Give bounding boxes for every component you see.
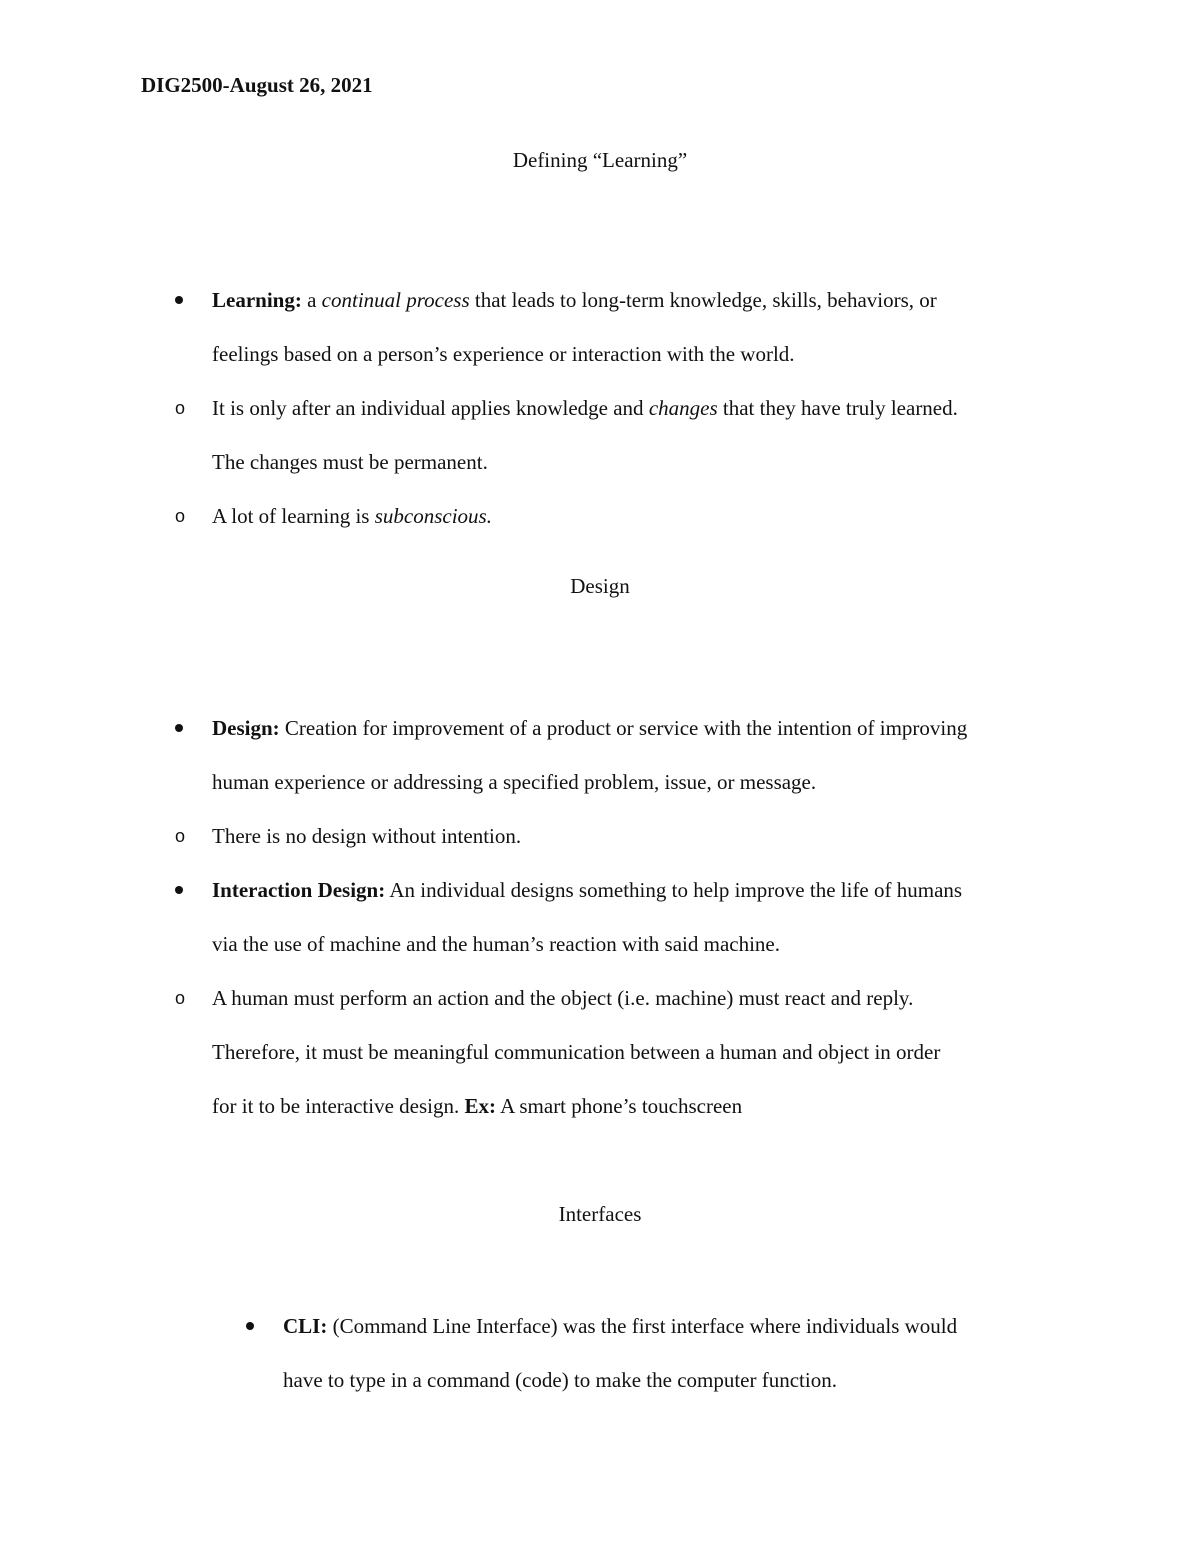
list-item-continuation: Therefore, it must be meaningful communication between a human and object in order: [212, 1040, 941, 1064]
item-text: a: [301, 288, 322, 312]
item-text: that they have truly learned.: [717, 396, 958, 420]
item-text: A lot of learning is: [212, 504, 375, 528]
list-item-design: [212, 714, 967, 742]
emphasis-text: subconscious.: [374, 504, 492, 528]
item-text: A smart phone’s touchscreen: [496, 1094, 743, 1118]
item-text: that leads to long-term knowledge, skills, behaviors, or: [469, 288, 937, 312]
bullet-icon: [246, 1322, 254, 1330]
list-item-continuation: via the use of machine and the human’s reaction with said machine.: [212, 932, 780, 956]
emphasis-text: continual process: [321, 288, 470, 312]
document-header: DIG2500-August 26, 2021: [141, 73, 373, 97]
list-item-learning: [212, 286, 937, 314]
sub-item-intention: There is no design without intention.: [212, 824, 522, 848]
section-heading-interfaces: Interfaces: [558, 1202, 642, 1226]
circle-bullet-icon: o: [175, 826, 186, 846]
term-label: Interaction Design:: [212, 878, 386, 902]
item-text: An individual designs something to help improve the life of humans: [385, 878, 963, 902]
term-label: CLI:: [283, 1314, 328, 1338]
bullet-icon: [175, 296, 183, 304]
circle-bullet-icon: o: [175, 988, 186, 1008]
term-label: Ex:: [464, 1094, 497, 1118]
list-item-continuation: human experience or addressing a specified problem, issue, or message.: [212, 770, 817, 794]
list-item-continuation: have to type in a command (code) to make the computer function.: [283, 1368, 837, 1392]
item-text: (Command Line Interface) was the first interface where individuals would: [327, 1314, 958, 1338]
bullet-icon: [175, 886, 183, 894]
list-item-interaction-design: [212, 876, 962, 904]
sub-item-human-action: A human must perform an action and the object (i.e. machine) must react and reply.: [212, 986, 914, 1010]
term-label: Design:: [212, 716, 280, 740]
circle-bullet-icon: o: [175, 506, 186, 526]
sub-item-changes: [212, 394, 958, 422]
circle-bullet-icon: o: [175, 398, 186, 418]
item-text: for it to be interactive design.: [212, 1094, 465, 1118]
list-item-continuation: feelings based on a person’s experience or interaction with the world.: [212, 342, 795, 366]
list-item-continuation: [212, 1092, 742, 1120]
sub-item-subconscious: [212, 502, 492, 530]
item-text: Creation for improvement of a product or service with the intention of improving: [279, 716, 968, 740]
term-label: Learning:: [212, 288, 302, 312]
section-heading-learning: Defining “Learning”: [512, 148, 688, 172]
bullet-icon: [175, 724, 183, 732]
list-item-continuation: The changes must be permanent.: [212, 450, 488, 474]
section-heading-design: Design: [570, 574, 630, 598]
list-item-cli: [283, 1312, 957, 1340]
emphasis-text: changes: [648, 396, 718, 420]
item-text: It is only after an individual applies knowledge and: [212, 396, 649, 420]
